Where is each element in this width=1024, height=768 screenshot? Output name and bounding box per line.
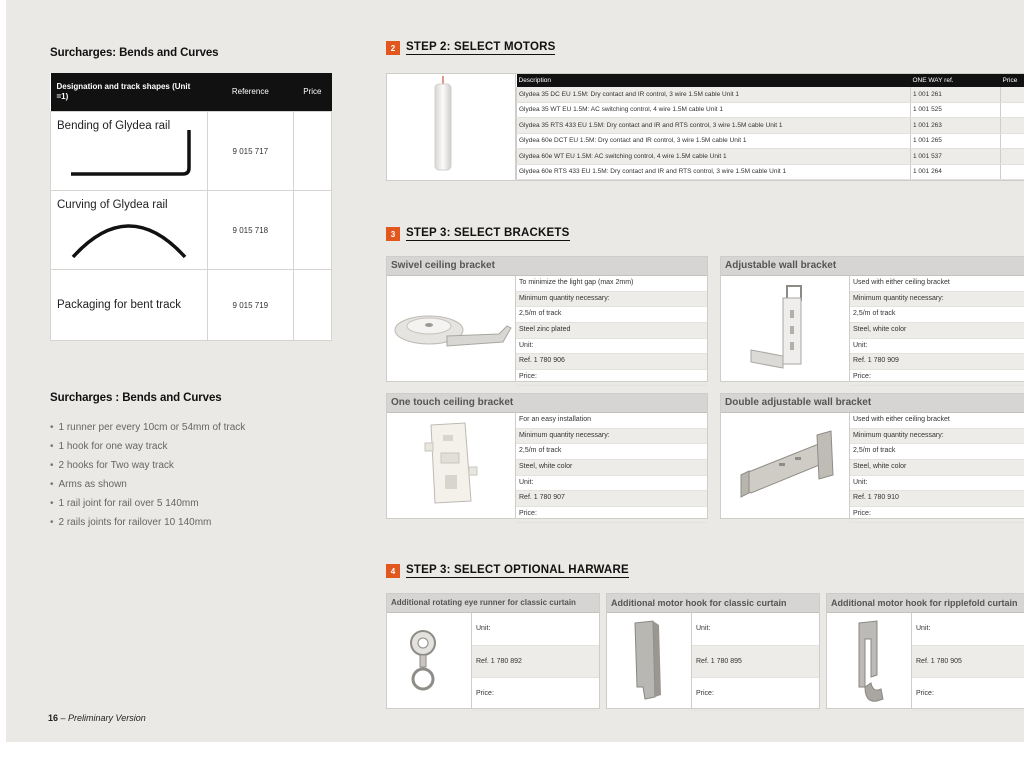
spec-row: Price:: [692, 678, 819, 711]
card-title: Double adjustable wall bracket: [721, 394, 1024, 413]
card-title: Additional motor hook for ripplefold curtain: [827, 594, 1024, 613]
card-spec-list: [472, 613, 599, 711]
spec-row: Steel zinc plated: [516, 323, 707, 339]
motor-desc: Glydea 35 WT EU 1.5M: AC switching control, 4 wire 1.5M cable Unit 1: [517, 102, 911, 118]
spec-row: Price:: [850, 507, 1024, 523]
spec-row: Unit:: [692, 613, 819, 646]
bracket-card-one-touch: [386, 393, 708, 519]
row-ref: 9 015 719: [207, 270, 293, 341]
row-price: [293, 112, 331, 191]
list-item: • 2 hooks for Two way track: [50, 460, 245, 479]
spec-row: Minimum quantity necessary:: [850, 292, 1024, 308]
spec-row: Unit:: [516, 476, 707, 492]
list-item: • 1 rail joint for rail over 5 140mm: [50, 498, 245, 517]
row-name: Bending of Glydea rail: [57, 120, 171, 132]
spec-row: 2,5/m of track: [516, 307, 707, 323]
swivel-bracket-icon: [387, 276, 515, 381]
spec-row: To minimize the light gap (max 2mm): [516, 276, 707, 292]
spec-row: Price:: [516, 370, 707, 386]
spec-row: Ref. 1 780 892: [472, 646, 599, 679]
step4-header: [386, 564, 629, 578]
card-title: One touch ceiling bracket: [387, 394, 707, 413]
spec-row: Price:: [472, 678, 599, 711]
motor-price: [1001, 133, 1024, 149]
motor-price: [1001, 164, 1024, 180]
surcharges-notes-title: Surcharges : Bends and Curves: [50, 392, 222, 404]
card-spec-list: [912, 613, 1024, 711]
row-name: Curving of Glydea rail: [57, 199, 168, 211]
spec-row: Unit:: [472, 613, 599, 646]
curved-rail-icon: [65, 209, 195, 261]
row-name-cell: [51, 112, 208, 191]
spec-row: For an easy installation: [516, 413, 707, 429]
row-name: Packaging for bent track: [57, 299, 182, 311]
step-number: 4: [386, 564, 400, 578]
motor-price: [1001, 87, 1024, 102]
card-title: Additional rotating eye runner for classic curtain: [387, 594, 599, 613]
motor-ref: 1 001 265: [911, 133, 1001, 149]
table-row: [517, 164, 1024, 180]
one-touch-bracket-icon: [387, 413, 515, 518]
hardware-card-classic-hook: [606, 593, 820, 709]
classic-hook-image: [607, 613, 692, 708]
spec-row: Ref. 1 780 906: [516, 354, 707, 370]
motor-image: [387, 74, 516, 180]
spec-row: Unit:: [850, 476, 1024, 492]
ripplefold-hook-icon: [827, 613, 911, 708]
spec-row: Ref. 1 780 909: [850, 354, 1024, 370]
spec-row: Steel, white color: [850, 460, 1024, 476]
card-spec-list: [516, 276, 707, 386]
spec-row: 2,5/m of track: [850, 307, 1024, 323]
motor-price: [1001, 149, 1024, 165]
spec-row: Ref. 1 780 905: [912, 646, 1024, 679]
motor-desc: Glydea 60e WT EU 1.5M: AC switching control, 4 wire 1.5M cable Unit 1: [517, 149, 911, 165]
step-number: 2: [386, 41, 400, 55]
step-title: STEP 2: SELECT MOTORS: [406, 41, 556, 53]
card-title: Swivel ceiling bracket: [387, 257, 707, 276]
spec-row: Unit:: [516, 339, 707, 355]
swivel-bracket-image: [387, 276, 516, 381]
hardware-card-ripplefold-hook: [826, 593, 1024, 709]
spec-row: Price:: [516, 507, 707, 523]
bracket-card-double-wall: [720, 393, 1024, 519]
list-item: • 2 rails joints for railover 10 140mm: [50, 517, 245, 536]
spec-row: Unit:: [912, 613, 1024, 646]
row-price: [293, 191, 331, 270]
page-footer: [48, 713, 146, 723]
double-wall-bracket-image: [721, 413, 850, 518]
spec-row: Price:: [912, 678, 1024, 711]
table-row: [517, 87, 1024, 102]
table-row: [517, 118, 1024, 134]
eye-runner-image: [387, 613, 472, 708]
card-title: Additional motor hook for classic curtain: [607, 594, 819, 613]
bracket-card-swivel: [386, 256, 708, 382]
motors-table-box: [386, 73, 1024, 181]
row-ref: 9 015 717: [207, 112, 293, 191]
table-row: [51, 270, 332, 341]
motor-price: [1001, 118, 1024, 134]
row-name-cell: [51, 270, 208, 341]
motor-ref: 1 001 537: [911, 149, 1001, 165]
table-row: [517, 102, 1024, 118]
spec-row: Price:: [850, 370, 1024, 386]
list-item: • Arms as shown: [50, 479, 245, 498]
spec-row: Minimum quantity necessary:: [516, 429, 707, 445]
motor-ref: 1 001 264: [911, 164, 1001, 180]
table-row: [51, 191, 332, 270]
bracket-card-adjustable-wall: [720, 256, 1024, 382]
spec-row: Ref. 1 780 910: [850, 491, 1024, 507]
card-spec-list: [850, 276, 1024, 386]
col-reference: Reference: [207, 73, 293, 112]
footer-text: – Preliminary Version: [60, 713, 146, 723]
double-wall-bracket-icon: [721, 413, 849, 518]
eye-runner-icon: [387, 613, 471, 708]
motor-desc: Glydea 60e DCT EU 1.5M: Dry contact and IR control, 3 wire 1.5M cable Unit 1: [517, 133, 911, 149]
motor-desc: Glydea 60e RTS 433 EU 1.5M: Dry contact and IR and RTS control, 3 wire 1.5M cable Unit 1: [517, 164, 911, 180]
card-spec-list: [516, 413, 707, 523]
motor-ref: 1 001 525: [911, 102, 1001, 118]
spec-row: Minimum quantity necessary:: [850, 429, 1024, 445]
step-title: STEP 3: SELECT BRACKETS: [406, 227, 570, 239]
spec-row: 2,5/m of track: [516, 444, 707, 460]
surcharges-title: Surcharges: Bends and Curves: [50, 47, 219, 59]
motor-ref: 1 001 263: [911, 118, 1001, 134]
motor-desc: Glydea 35 DC EU 1.5M: Dry contact and IR control, 3 wire 1.5M cable Unit 1: [517, 87, 911, 102]
step2-header: [386, 41, 555, 55]
spec-row: Unit:: [850, 339, 1024, 355]
col-price: Price: [1001, 74, 1024, 87]
motor-ref: 1 001 261: [911, 87, 1001, 102]
hardware-card-eye-runner: [386, 593, 600, 709]
one-touch-bracket-image: [387, 413, 516, 518]
col-designation: Designation and track shapes (Unit =1): [51, 73, 208, 112]
spec-row: Ref. 1 780 895: [692, 646, 819, 679]
surcharges-notes-list: [50, 422, 245, 536]
motor-desc: Glydea 35 RTS 433 EU 1.5M: Dry contact and IR and RTS control, 3 wire 1.5M cable Unit 1: [517, 118, 911, 134]
bent-rail-icon: [65, 124, 195, 180]
spec-row: Minimum quantity necessary:: [516, 292, 707, 308]
table-row: [517, 149, 1024, 165]
catalog-page: [6, 0, 1024, 742]
spec-row: 2,5/m of track: [850, 444, 1024, 460]
step-title: STEP 3: SELECT OPTIONAL HARWARE: [406, 564, 629, 576]
motors-table: [516, 74, 1024, 180]
row-name-cell: [51, 191, 208, 270]
col-description: Description: [517, 74, 911, 87]
card-title: Adjustable wall bracket: [721, 257, 1024, 276]
ripplefold-hook-image: [827, 613, 912, 708]
page-number: 16: [48, 713, 59, 723]
list-item: • 1 runner per every 10cm or 54mm of track: [50, 422, 245, 441]
motor-price: [1001, 102, 1024, 118]
classic-hook-icon: [607, 613, 691, 708]
table-row: [51, 112, 332, 191]
card-spec-list: [850, 413, 1024, 523]
spec-row: Used with either ceiling bracket: [850, 276, 1024, 292]
spec-row: Used with either ceiling bracket: [850, 413, 1024, 429]
row-price: [293, 270, 331, 341]
spec-row: Steel, white color: [516, 460, 707, 476]
step-number: 3: [386, 227, 400, 241]
wall-bracket-image: [721, 276, 850, 381]
list-item: • 1 hook for one way track: [50, 441, 245, 460]
motor-tube-icon: [387, 74, 515, 180]
step3-header: [386, 227, 570, 241]
card-spec-list: [692, 613, 819, 711]
spec-row: Steel, white color: [850, 323, 1024, 339]
col-price: Price: [293, 73, 331, 112]
row-ref: 9 015 718: [207, 191, 293, 270]
surcharges-table: [50, 73, 332, 341]
table-row: [517, 133, 1024, 149]
spec-row: Ref. 1 780 907: [516, 491, 707, 507]
col-one-way-ref: ONE WAY ref.: [911, 74, 1001, 87]
wall-bracket-icon: [721, 276, 849, 381]
